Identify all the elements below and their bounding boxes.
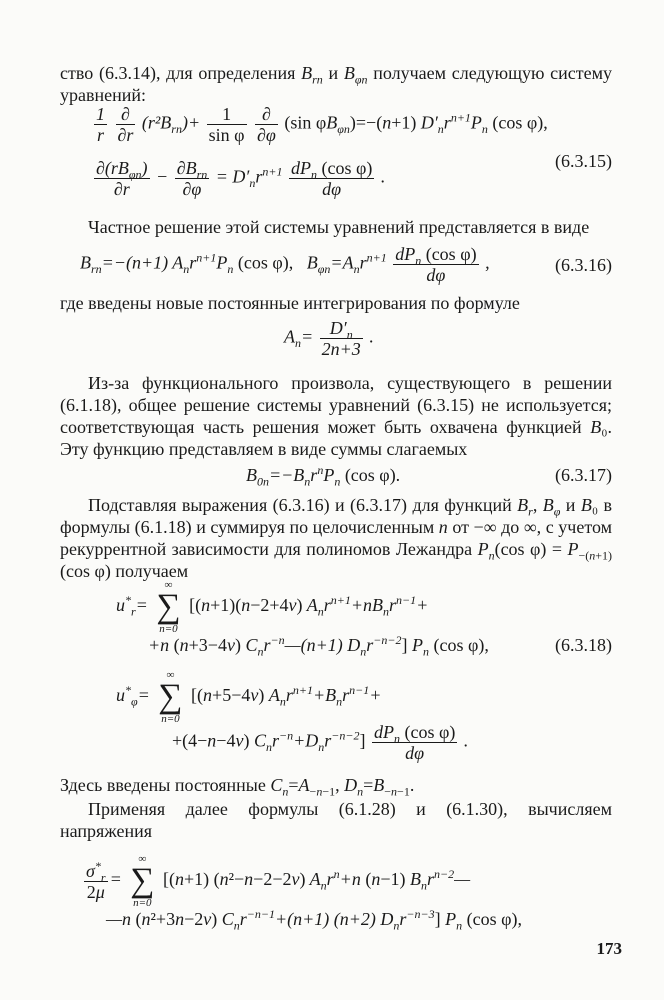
summation-sign: ∞ ∑ n=0 xyxy=(158,669,183,725)
paragraph-general-solution xyxy=(60,372,612,460)
equation-a-n: $A_n=$ $\frac{D'_n}{2n+3}$ . xyxy=(284,318,374,359)
equation-6-3-18-ur-line2: +n (n+3−4ν) $C_nr^{-n}—(n+1)$ $D_nr^{-n-2}$] $P_n$ (cos φ), xyxy=(148,633,489,659)
equation-number-6-3-17: (6.3.17) xyxy=(555,465,612,485)
equation-6-3-18-uphi-line2: +(4−n−4ν) $C_nr^{-n}+D_nr^{-n-2}$] $\frac{dP_n (\cos \varphi)}{d\varphi}$ . xyxy=(172,722,469,763)
equation-6-3-18-uphi-line1: $u^*_\varphi=$ ∞ ∑ n=0 [(n+5−4ν) $A_nr^{n+1}+B_nr^{n-1}+$ xyxy=(116,669,382,725)
equation-6-3-16: $B_{rn}=-(n+1)$ $A_nr^{n+1}P_n$ (cos φ), $B_{\varphi n}=A_nr^{n+1}$ $\frac{dP_n (\cos \varphi)}{d\varphi}$ , xyxy=(80,244,490,285)
equation-6-3-17: $B_{0n}=-B_nr^nP_n$ (cos φ). xyxy=(246,463,401,489)
paragraph-1: ство (6.3.14), для определения $B_{rn}$ и $B_{\varphi n}$ получаем следующую систему уравнений: xyxy=(60,63,612,105)
paragraph-4: Из-за функционального произвола, существующего в решении (6.1.18), общее решение системы уравнений (6.3.15) не используется; соответствующая часть решения может быть охвачена функцией B₀. Эту функцию представляем в виде суммы слагаемых xyxy=(60,373,612,459)
paragraph-new-constants xyxy=(60,292,612,314)
equation-6-3-15-line2: $\frac{\partial(rB_{\varphi n})}{\partial r}$ − $\frac{\partial B_{rn}}{\partial\varphi}$ = $D'_nr^{n+1}$ $\frac{dP_n (\cos \varphi)}{d\varphi}$ . xyxy=(96,158,386,199)
paragraph-2: Частное решение этой системы уравнений представляется в виде xyxy=(88,217,590,237)
paragraph-stresses xyxy=(60,798,612,842)
paragraph-substitution xyxy=(60,494,612,582)
equation-number-6-3-15: (6.3.15) xyxy=(555,151,612,171)
equation-sigma-r-line1: $\frac{\sigma^*_r}{2\mu}$ = ∞ ∑ n=0 [(n+1) (n²−n−2−2ν) $A_nr^n+n$ (n−1) $B_nr^{n-2}—$ xyxy=(86,853,471,909)
summation-sign: ∞ ∑ n=0 xyxy=(156,579,181,635)
summation-sign: ∞ ∑ n=0 xyxy=(130,853,155,909)
paragraph-particular-solution xyxy=(60,216,612,238)
equation-number-6-3-18: (6.3.18) xyxy=(555,635,612,655)
paragraph-7: Применяя далее формулы (6.1.28) и (6.1.30), вычисляем напряжения xyxy=(60,799,612,841)
paragraph-3: где введены новые постоянные интегрирования по формуле xyxy=(60,293,520,313)
equation-sigma-r-line2: —n (n²+3n−2ν) $C_nr^{-n-1}+(n+1)$ (n+2) $D_nr^{-n-3}$] $P_n$ (cos φ), xyxy=(106,907,522,933)
page-number: 173 xyxy=(596,939,622,958)
paragraph-constants-c-d xyxy=(60,774,612,799)
paragraph-6: Здесь введены постоянные $C_n=A_{-n-1}$, $D_n=B_{-n-1}$. xyxy=(60,775,415,799)
paragraph-5: Подставляя выражения (6.3.16) и (6.3.17) для функций $B_r$, $B_\varphi$ и B₀ в формулы (6.1.18) и суммируя по целочисленным n от −∞ до ∞, с учетом рекуррентной зависимости для полиномов Лежандра $P_n(\cos$ $\varphi) = P_{-(n+1)}(\cos$ φ) получаем xyxy=(60,495,612,581)
equation-6-3-18-ur-line1: $u^*_r=$ ∞ ∑ n=0 [(n+1)(n−2+4ν) $A_nr^{n+1}+nB_nr^{n-1}+$ xyxy=(116,579,429,635)
equation-number-6-3-16: (6.3.16) xyxy=(555,255,612,275)
equation-6-3-15-line1: $\frac{1}{r}$ $\frac{\partial}{\partial r}$ $(r^2B_{rn})+$ $\frac{1}{\text{sin φ}}$ $\frac{\partial}{\partial\varphi}$ (sin $\varphi B_{\varphi n})=-(n+1)$ $D'_nr^{n+1}P_n$ (cos φ), xyxy=(96,104,548,145)
paragraph-intro xyxy=(60,62,612,106)
